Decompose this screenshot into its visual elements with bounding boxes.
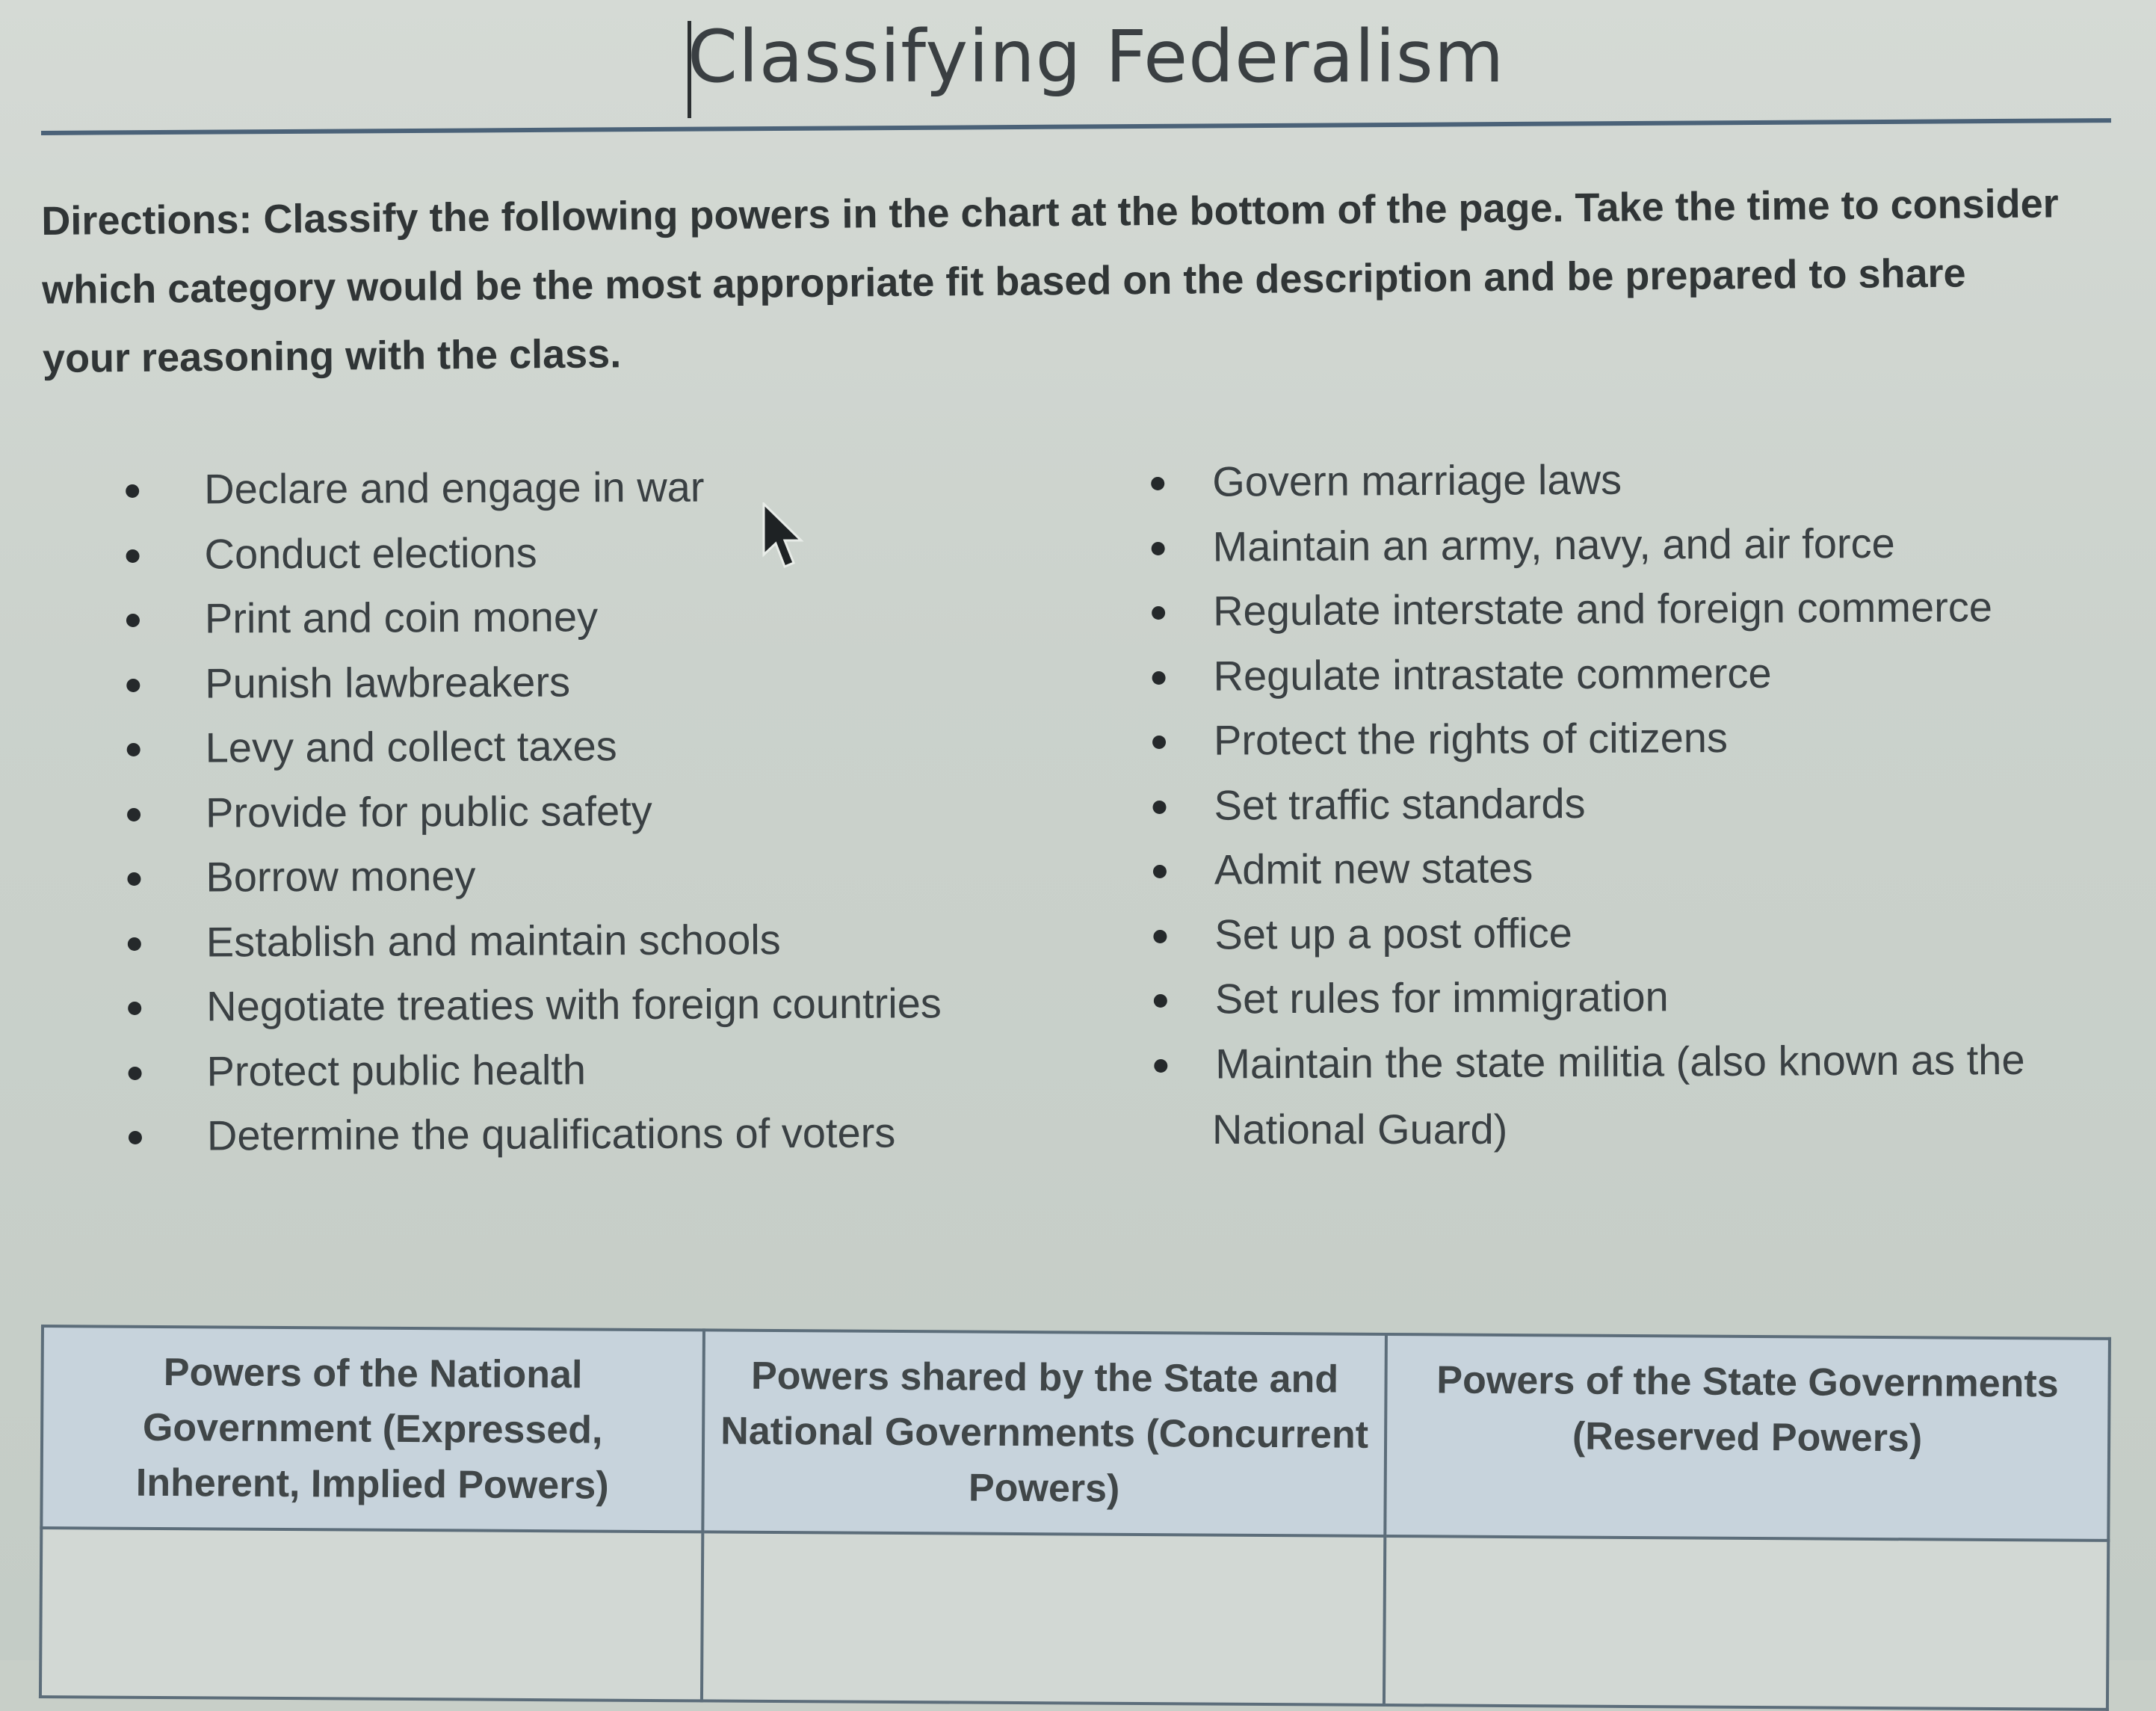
list-item[interactable] — [1153, 833, 2024, 903]
arrow-pointer-icon — [761, 502, 806, 570]
list-item[interactable] — [1154, 1027, 2025, 1097]
bullet-dot-icon — [1154, 1058, 1167, 1072]
page-title[interactable]: Classifying Federalism — [688, 15, 1505, 99]
power-label: Maintain the state militia (also known as the — [1215, 1035, 2025, 1088]
bullet-dot-icon — [1151, 477, 1164, 490]
bullet-dot-icon — [127, 872, 140, 886]
header-state-powers: Powers of the State Governments (Reserved Powers) — [1385, 1334, 2110, 1541]
classification-table — [39, 1325, 2111, 1711]
bullet-dot-icon — [127, 743, 140, 756]
power-label: Print and coin money — [204, 593, 599, 642]
list-item[interactable] — [1152, 575, 2023, 644]
list-item[interactable] — [1153, 898, 2024, 967]
bullet-dot-icon — [1152, 736, 1166, 749]
list-item[interactable] — [1152, 639, 2023, 709]
national-powers-cell[interactable] — [40, 1528, 702, 1701]
power-label: Declare and engage in war — [204, 463, 705, 513]
power-label: Provide for public safety — [205, 786, 652, 836]
list-item-continuation: National Guard) — [1212, 1106, 1508, 1153]
powers-list-right — [1151, 446, 2025, 1097]
list-item[interactable] — [129, 1100, 942, 1168]
list-item[interactable] — [126, 519, 939, 587]
power-label: Regulate intrastate commerce — [1213, 649, 1772, 700]
bullet-dot-icon — [127, 807, 140, 821]
power-label: Set rules for immigration — [1214, 972, 1669, 1023]
shared-powers-cell[interactable] — [702, 1532, 1385, 1705]
list-item[interactable] — [1151, 510, 2022, 579]
bullet-dot-icon — [1152, 800, 1166, 813]
list-item[interactable] — [127, 777, 941, 845]
power-label: Set traffic standards — [1214, 779, 1586, 829]
bullet-dot-icon — [1152, 670, 1166, 684]
power-label: Punish lawbreakers — [205, 657, 571, 707]
power-label: Determine the qualifications of voters — [206, 1109, 896, 1159]
classification-chart — [39, 1325, 2111, 1711]
list-item[interactable] — [126, 454, 939, 522]
bullet-dot-icon — [126, 614, 140, 627]
bullet-dot-icon — [128, 937, 141, 950]
list-item[interactable] — [128, 971, 942, 1039]
power-label: Establish and maintain schools — [206, 915, 781, 966]
power-label: Negotiate treaties with foreign countries — [206, 979, 942, 1030]
power-label: Conduct elections — [204, 528, 537, 578]
list-item[interactable] — [1154, 963, 2025, 1032]
bullet-dot-icon — [1154, 994, 1167, 1008]
list-item[interactable] — [1151, 446, 2022, 515]
bullet-dot-icon — [126, 484, 139, 498]
header-shared-powers: Powers shared by the State and National Governments (Concurrent Powers) — [702, 1330, 1386, 1536]
bullet-dot-icon — [126, 678, 140, 691]
list-item[interactable] — [1152, 768, 2024, 838]
bullet-dot-icon — [1153, 865, 1167, 878]
power-label: Set up a post office — [1214, 908, 1572, 958]
bullet-dot-icon — [129, 1131, 142, 1144]
power-label: Protect public health — [206, 1045, 587, 1095]
power-label: Levy and collect taxes — [205, 722, 617, 771]
list-item[interactable] — [127, 712, 941, 780]
bullet-dot-icon — [128, 1002, 141, 1015]
title-underline — [41, 118, 2111, 135]
power-label: Regulate interstate and foreign commerce — [1212, 583, 1993, 635]
directions-paragraph[interactable]: Directions: Classify the following powers in the chart at the bottom of the page. Take the time to consider which category would be the most appropriate fit based on the description and be prepared to share your reasoning with the class. — [41, 181, 2059, 381]
bullet-dot-icon — [1152, 541, 1165, 555]
bullet-dot-icon — [1153, 929, 1167, 943]
list-item[interactable] — [127, 842, 941, 910]
bullet-dot-icon — [126, 549, 140, 562]
list-item[interactable] — [126, 583, 940, 651]
list-item[interactable] — [1152, 704, 2024, 774]
power-label: Maintain an army, navy, and air force — [1212, 519, 1895, 570]
state-powers-cell[interactable] — [1384, 1536, 2108, 1710]
powers-list-left — [126, 454, 942, 1168]
power-label: Admit new states — [1214, 844, 1533, 893]
table-header-row — [41, 1326, 2110, 1541]
list-item[interactable] — [128, 907, 942, 975]
table-row — [40, 1528, 2108, 1710]
power-label: Protect the rights of citizens — [1213, 713, 1729, 764]
bullet-dot-icon — [129, 1066, 142, 1079]
list-item[interactable] — [126, 648, 940, 716]
power-label: Govern marriage laws — [1212, 455, 1622, 505]
power-label: Borrow money — [206, 851, 476, 901]
header-national-powers: Powers of the National Government (Expressed, Inherent, Implied Powers) — [41, 1326, 704, 1532]
bullet-dot-icon — [1152, 606, 1165, 620]
list-item[interactable] — [128, 1036, 942, 1104]
